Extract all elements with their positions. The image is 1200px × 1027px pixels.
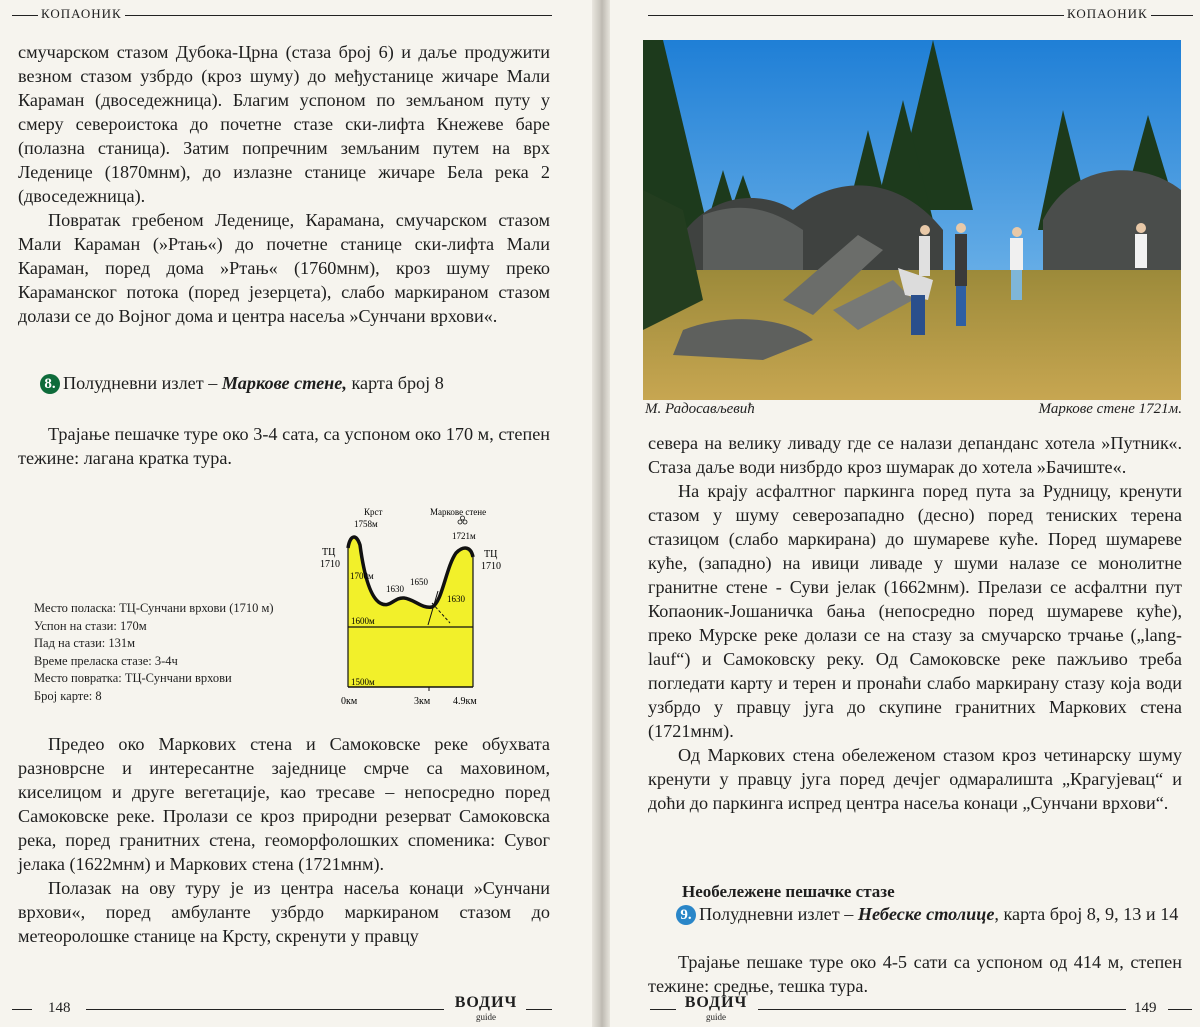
profile-right-label: ТЦ [484, 549, 498, 560]
right-body [648, 431, 1182, 815]
tour-name: Небеске столице [857, 904, 995, 924]
tour-info-box [34, 600, 334, 705]
profile-right-label: 1710 [481, 561, 501, 572]
profile-inner-label: 1700м [350, 571, 374, 581]
footer-rule [526, 1009, 552, 1010]
book-gutter [592, 0, 610, 1027]
left-footer [0, 995, 592, 1023]
paragraph: Трајање пешачке туре око 3-4 сата, са успоном око 170 м, степен тежине: лагана кратка тура. [18, 424, 550, 468]
footer-brand [450, 995, 522, 1025]
peak-label: Крст [364, 507, 383, 517]
page-number: 148 [48, 1000, 71, 1016]
header-title: КОПАОНИК [38, 6, 125, 22]
paragraph: севера на велику ливаду где се налази депанданс хотела »Путник«. Стаза даље води низбрдо кроз шумарак до хотела »Бачиште«. [648, 433, 1182, 477]
info-line: Време преласка стазе: 3-4ч [34, 653, 178, 668]
brand-title: ВОДИЧ [454, 994, 518, 1011]
peak-label: 1721м [452, 531, 476, 541]
profile-left-label: ТЦ [322, 547, 336, 558]
right-page [610, 0, 1200, 1027]
paragraph: Предео око Маркових стена и Самоковске реке обухвата разноврсне и интересантне заједнице смрче са маховином, киселицом и друге вегетације, као тресаве – непосредно поред Самоковске реке. Пролази се кроз природни резерват Самоковска река, поред гранитних стена, геоморфолошких споменика: Сувог јелака (1622мнм) и Маркових стена (1721мнм). [18, 734, 550, 874]
profile-inner-label: 1630 [386, 584, 404, 594]
right-footer [610, 995, 1200, 1023]
rock-icon [463, 520, 467, 524]
paragraph: На крају асфалтног паркинга поред пута за Рудницу, кренути стазом у шуму северозападно (десно) поред тениских терена стазицом (слабо маркирана) до шумареве куће. Поред шумареве куће, (западно) на ивици ливаде у шуми налазе се монолитне гранитне стене - Суви јелак (1662мнм). Прелази се асфалтни пут Копаоник-Јошаничка бања (непосредно поред шумареве куће), преко Мурске реке долази се на стазу за смучарско трчање („lang-lauf“) и Самоковску реку. Од Самоковске реке пажљиво треба погледати карту и терен и пронаћи слабо маркирану стазу која води узбрдо у правцу југа до скупине гранитних Маркових стена (1721мнм). [648, 481, 1182, 741]
left-body-top [18, 40, 550, 328]
profile-inner-label: 1500м [351, 677, 375, 687]
elevation-profile [310, 505, 510, 715]
tour-8-heading [40, 371, 560, 395]
profile-inner-label: 1630 [447, 594, 465, 604]
peak-label: Маркове стене [430, 507, 487, 517]
tour-number-badge: 8. [40, 374, 60, 394]
tour-map: карта број 8 [346, 373, 444, 393]
info-line: Пад на стази: 131м [34, 636, 136, 650]
footer-rule [1168, 1009, 1192, 1010]
left-running-header [0, 6, 592, 24]
footer-rule [86, 1009, 444, 1010]
right-body-duration [648, 950, 1182, 998]
brand-subtitle: guide [476, 1012, 496, 1022]
page-number: 149 [1134, 1000, 1157, 1016]
left-body-bottom [18, 732, 550, 948]
footer-rule [758, 1009, 1126, 1010]
header-title: КОПАОНИК [1064, 6, 1151, 22]
tour-name: Маркове стене, [221, 373, 347, 393]
paragraph: Полазак на ову туру је из центра насеља конаци »Сунчани врхови«, поред амбуланте узбрдо маркираном стазом до метеоролошке станице на Крсту, скренути у правцу [18, 878, 550, 946]
paragraph: смучарском стазом Дубока-Црна (стаза број 6) и даље продужити везном стазом узбрдо (кроз шуму) до међустанице жичаре Мали Караман (двоседежница). Благим успоном по земљаном путу у смеру североистока до почетне стазе ски-лифта Кнежеве баре (полазна станица). Затим попречним земљаним путем на врх Леденице (1870мнм), до излазне станице жичаре Бела река 2 (двоседежница). [18, 42, 550, 206]
footer-rule [12, 1009, 32, 1010]
left-body-duration [18, 422, 550, 470]
tour-prefix: Полудневни излет – [699, 904, 858, 924]
section-subheading: Необележене пешачке стазе [682, 882, 895, 901]
tour-prefix: Полудневни излет – [63, 373, 222, 393]
paragraph: Од Маркових стена обележеном стазом кроз четинарску шуму кренути у правцу југа поред дечјег одмаралишта „Крагујевац“ и доћи до паркинга испред центра насеља конаци „Сунчани врхови“. [648, 745, 1182, 813]
profile-left-label: 1710 [320, 559, 340, 570]
right-running-header [610, 6, 1200, 24]
tour-9-heading [648, 902, 1182, 926]
x-axis-label: 0км [341, 696, 358, 707]
markove-stene-photo [643, 40, 1181, 400]
footer-brand [680, 995, 752, 1025]
info-line: Успон на стази: 170м [34, 618, 147, 633]
paragraph: Повратак гребеном Леденице, Карамана, смучарском стазом Мали Караман (»Ртањ«) до почетне станице ски-лифта Мали Караман, поред дома »Ртањ« (1760мнм), кроз шуму преко Караманског потока (поред језерцета), слабо маркираном стазом долази се до Војног дома и центра насеља »Сунчани врхови«. [18, 210, 550, 326]
info-line: Место поласка: ТЦ-Сунчани врхови (1710 м) [34, 601, 274, 615]
tour-number-badge: 9. [676, 905, 696, 925]
profile-inner-label: 1650 [410, 577, 428, 587]
brand-title: ВОДИЧ [684, 994, 748, 1011]
paragraph: Трајање пешаке туре око 4-5 сати са успоном од 414 м, степен тежине: средње, тешка тура. [648, 952, 1182, 996]
info-line: Број карте: 8 [34, 688, 102, 703]
brand-subtitle: guide [706, 1012, 726, 1022]
x-axis-label: 3км [414, 696, 431, 707]
profile-inner-label: 1600м [351, 616, 375, 626]
left-page [0, 0, 592, 1027]
peak-label: 1758м [354, 519, 378, 529]
rock-icon [458, 520, 462, 524]
info-line: Место повратка: ТЦ-Сунчани врхови [34, 671, 232, 685]
footer-rule [650, 1009, 676, 1010]
photo-caption-title: Маркове стене 1721м. [1038, 401, 1182, 417]
x-axis-label: 4.9км [453, 696, 477, 707]
tour-map: , карта број 8, 9, 13 и 14 [994, 904, 1179, 924]
photo-caption-author: М. Радосављевић [645, 401, 755, 417]
